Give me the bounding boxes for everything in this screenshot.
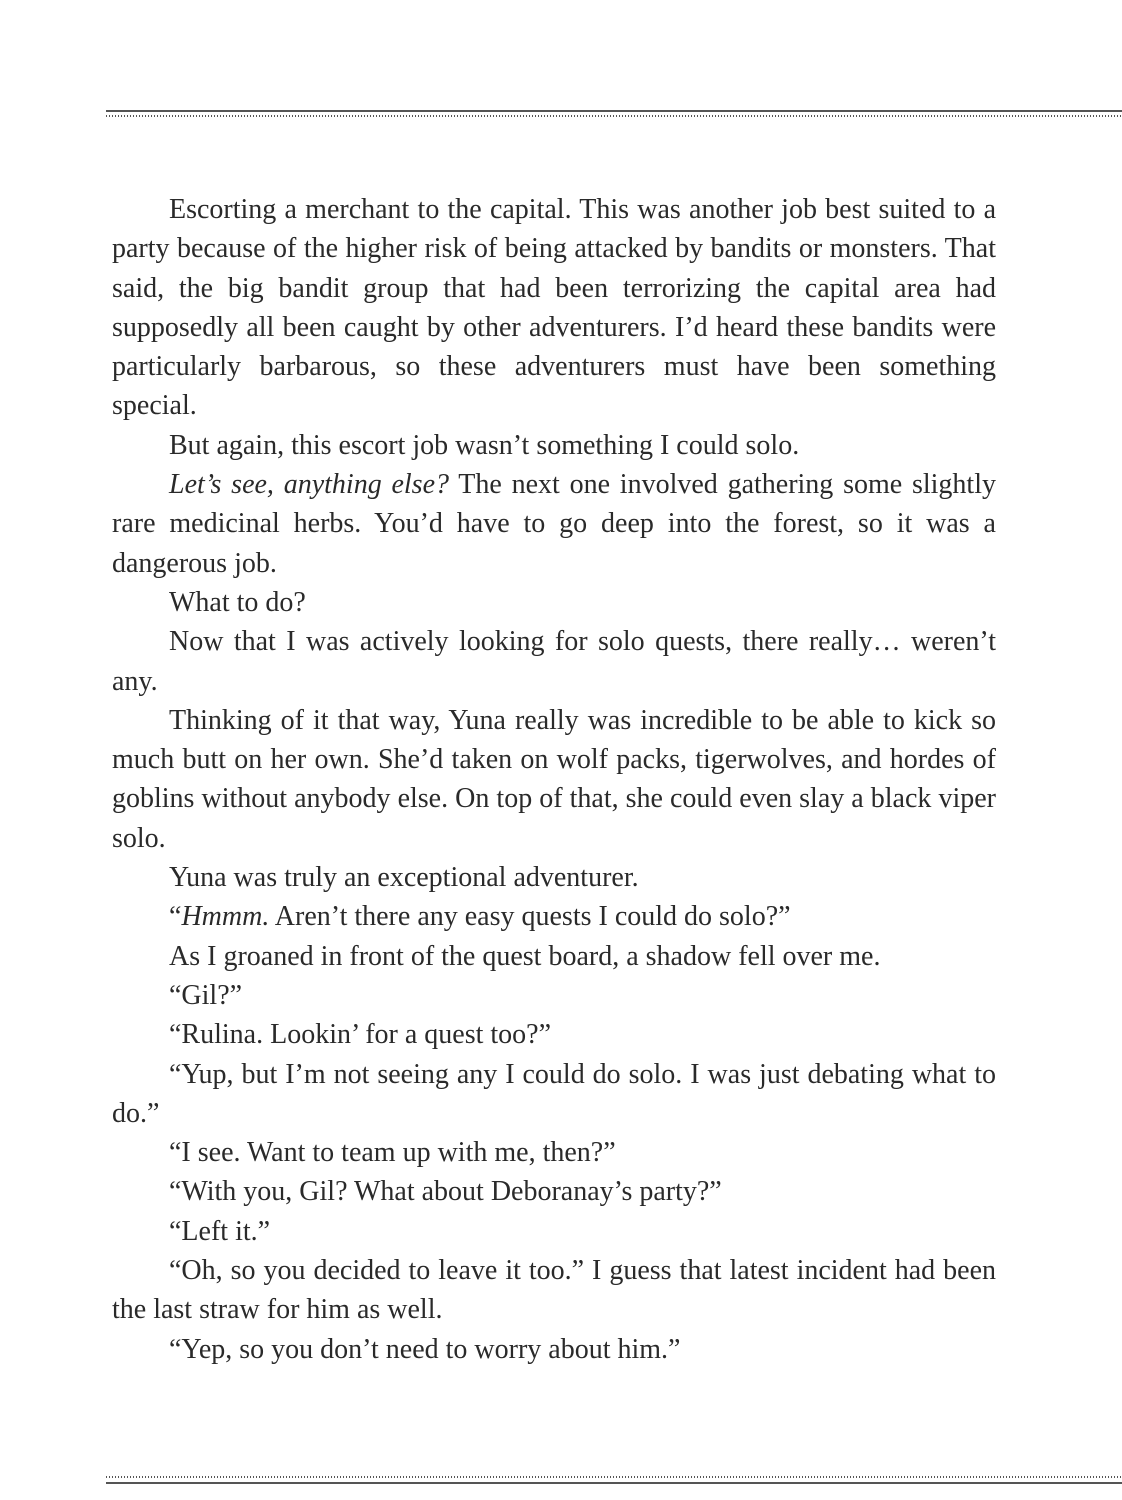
paragraph-8-italic: Hmmm. [181,901,270,933]
body-text [112,190,996,1369]
paragraph-7: Yuna was truly an exceptional adventurer. [169,862,639,894]
paragraph-2: But again, this escort job wasn’t something I could solo. [169,429,800,461]
paragraph-13: “I see. Want to team up with me, then?” [169,1137,616,1169]
paragraph-15: “Left it.” [169,1215,271,1247]
paragraph-11: “Rulina. Lookin’ for a quest too?” [169,1019,552,1051]
paragraph-6: Thinking of it that way, Yuna really was incredible to be able to kick so much butt on her own. She’d taken on wolf packs, tigerwolves, and hordes of goblins without anybody else. On top of that, she could even slay a black viper solo. [112,704,996,854]
top-solid-line [106,110,1122,112]
paragraph-16: “Oh, so you decided to leave it too.” I guess that latest incident had been the last straw for him as well. [112,1255,996,1326]
bottom-border-rule [106,1476,1122,1484]
paragraph-8-open-quote: “ [169,901,182,933]
paragraph-17: “Yep, so you don’t need to worry about him.” [169,1333,681,1365]
paragraph-8 [112,897,996,936]
paragraph-5: Now that I was actively looking for solo quests, there really… weren’t any. [112,626,996,697]
top-dotted-line [106,115,1122,117]
bottom-dotted-line [106,1476,1122,1478]
paragraph-3-text: The next one involved gathering some slightly rare medicinal herbs. You’d have to go deep into the forest, so it was a dangerous job. [112,469,996,579]
bottom-solid-line [106,1482,1122,1484]
paragraph-1: Escorting a merchant to the capital. This was another job best suited to a party because of the higher risk of being attacked by bandits or monsters. That said, the big bandit group that had been terrorizing the capital area had supposedly all been caught by other adventurers. I’d heard these bandits were particularly barbarous, so these adventurers must have been something special. [112,194,996,422]
top-border-rule [106,110,1122,118]
paragraph-3 [112,465,996,583]
paragraph-14: “With you, Gil? What about Deboranay’s party?” [169,1176,722,1208]
paragraph-4: What to do? [169,586,306,618]
paragraph-12: “Yup, but I’m not seeing any I could do solo. I was just debating what to do.” [112,1058,996,1129]
paragraph-10: “Gil?” [169,979,243,1011]
paragraph-3-italic: Let’s see, anything else? [169,469,450,501]
paragraph-9: As I groaned in front of the quest board, a shadow fell over me. [169,940,881,972]
paragraph-8-text: Aren’t there any easy quests I could do solo?” [269,901,791,933]
